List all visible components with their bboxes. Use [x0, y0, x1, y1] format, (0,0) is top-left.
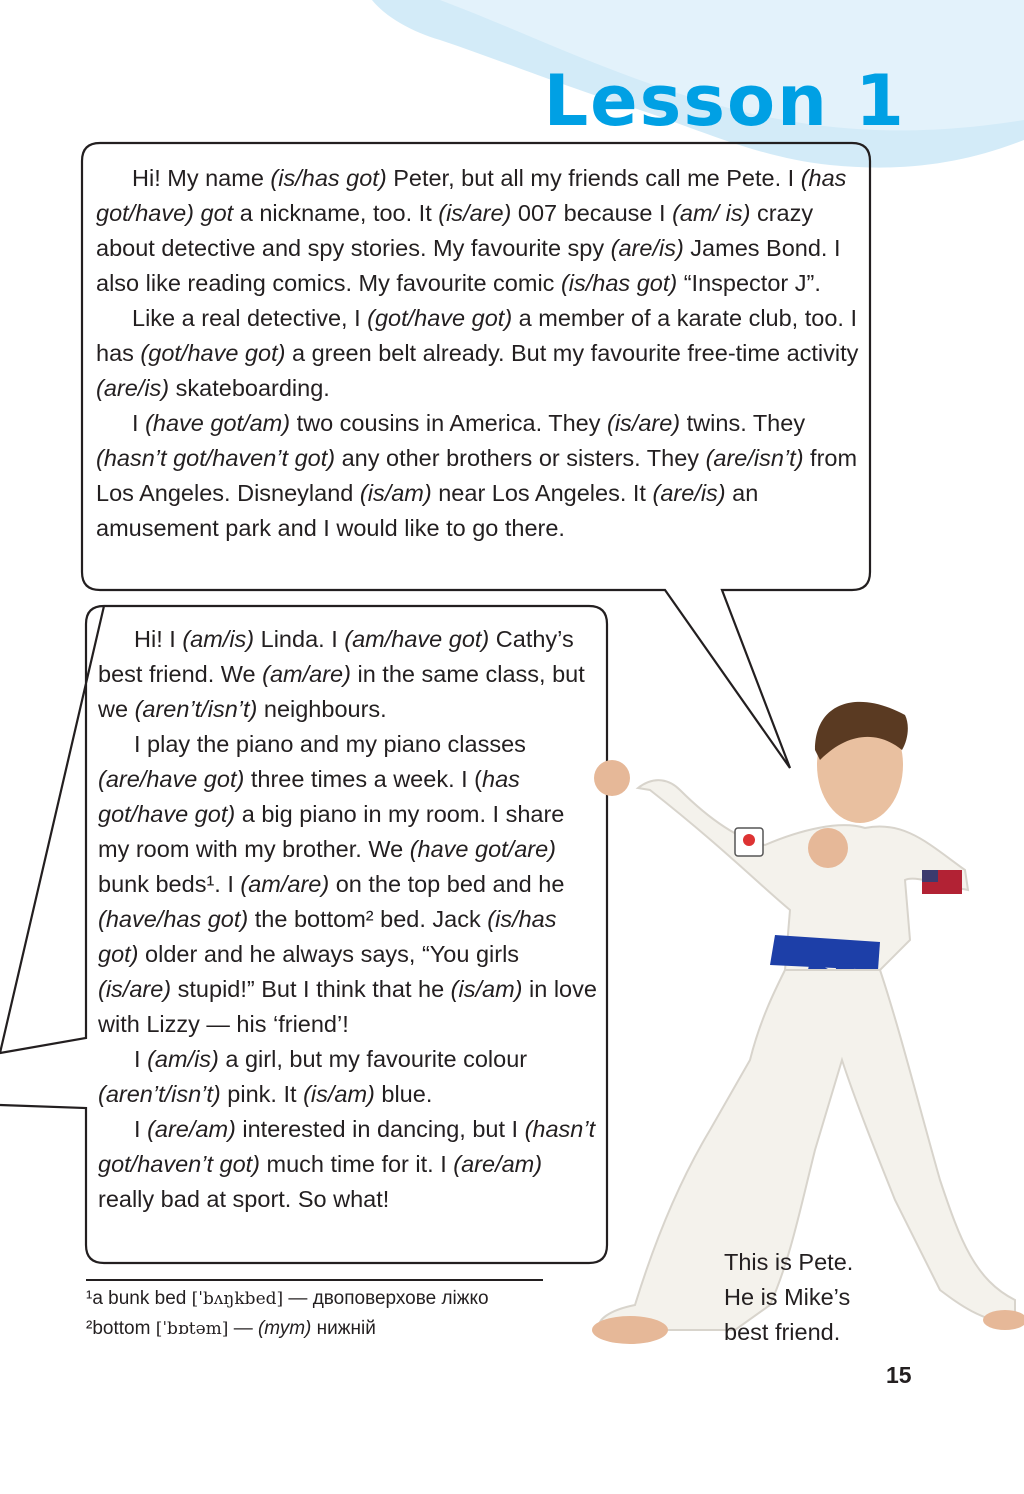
- paragraph: I play the piano and my piano classes (are/have got) three times a week. I (has got/have got) a big piano in my room. I share my room with my brother. We (have got/are) bunk beds¹. I (am/are) on the top bed and he (have/has got) the bottom² bed. Jack (is/has got) older and he always says, “You girls (is/are) stupid!” But I think that he (is/am) in love with Lizzy — his ‘friend’!: [98, 731, 597, 1037]
- linda-speech-text: [98, 622, 598, 1217]
- pete-speech-text: [96, 161, 864, 546]
- paragraph: I (are/am) interested in dancing, but I (hasn’t got/haven’t got) much time for it. I (are/am) really bad at sport. So what!: [98, 1116, 596, 1212]
- paragraph: Like a real detective, I (got/have got) a member of a karate club, too. I has (got/have got) a green belt already. But my favourite free-time activity (are/is) skateboarding.: [96, 305, 859, 401]
- paragraph: I (have got/am) two cousins in America. They (is/are) twins. They (hasn’t got/haven’t got) any other brothers or sisters. They (are/isn’t) from Los Angeles. Disneyland (is/am) near Los Angeles. It (are/is) an amusement park and I would like to go there.: [96, 410, 858, 541]
- paragraph: Hi! My name (is/has got) Peter, but all my friends call me Pete. I (has got/have) got a nickname, too. It (is/are) 007 because I (am/ is) crazy about detective and spy stories. My favourite spy (are/is) James Bond. I also like reading comics. My favourite comic (is/has got) “Inspector J”.: [96, 165, 847, 296]
- photo-caption: This is Pete. He is Mike’s best friend.: [724, 1249, 854, 1345]
- paragraph: Hi! I (am/is) Linda. I (am/have got) Cathy’s best friend. We (am/are) in the same class, but we (aren’t/isn’t) neighbours.: [98, 626, 585, 722]
- footnote-bunk-bed: ¹a bunk bed [ˈbʌŋkbed] — двоповерхове ліжко: [86, 1288, 489, 1309]
- footnote-divider: [86, 1279, 543, 1281]
- page-number: 15: [886, 1362, 912, 1388]
- lesson-title: Lesson 1: [543, 60, 906, 142]
- footnote-bottom: ²bottom [ˈbɒtəm] — (тут) нижній: [86, 1318, 376, 1339]
- paragraph: I (am/is) a girl, but my favourite colour (aren’t/isn’t) pink. It (is/am) blue.: [98, 1046, 528, 1107]
